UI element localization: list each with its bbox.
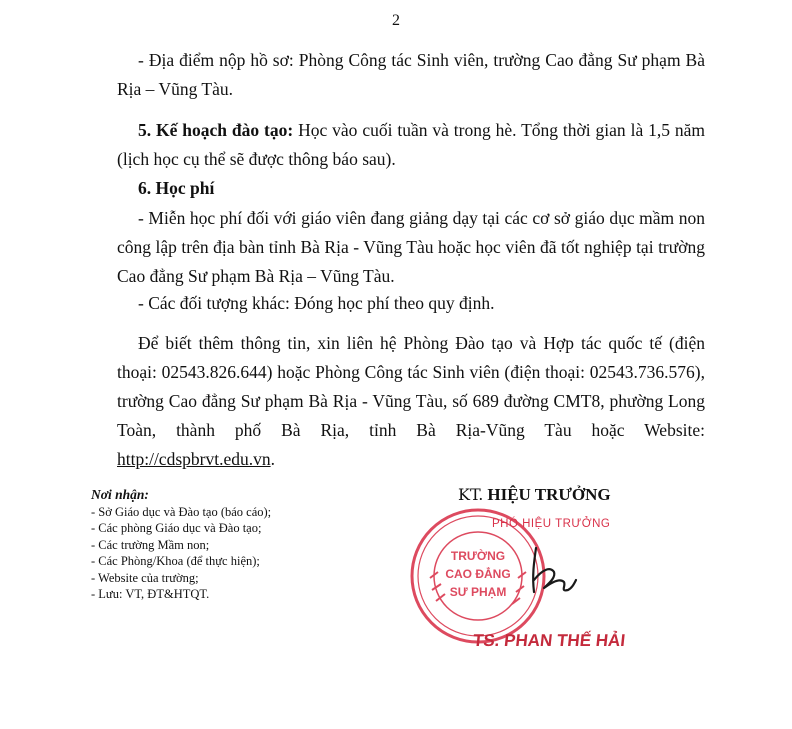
signer-title-text: HIỆU TRƯỞNG: [487, 485, 611, 504]
seal-line-1: TRƯỜNG: [450, 549, 506, 563]
location-text: - Địa điểm nộp hồ sơ: Phòng Công tác Sinh viên, trường Cao đẳng Sư phạm Bà Rịa – Vũng Tàu.: [117, 50, 705, 99]
deputy-title: PHÓ HIỆU TRƯỞNG: [492, 518, 611, 530]
seal-line-2: CAO ĐẲNG: [445, 567, 511, 581]
recipient-item: - Các phòng Giáo dục và Đào tạo;: [91, 521, 262, 535]
training-plan-text: Học vào cuối tuần và trong hè. Tổng thời gian là 1,5 năm (lịch học cụ thể sẽ được thông báo sau).: [117, 120, 706, 169]
recipient-item: - Website của trường;: [91, 570, 199, 585]
signer-initial: KT.: [458, 485, 484, 504]
website-link[interactable]: http://cdspbrvt.edu.vn: [117, 449, 271, 469]
recipient-item: - Sở Giáo dục và Đào tạo (báo cáo);: [91, 504, 272, 519]
contact-text: Để biết thêm thông tin, xin liên hệ Phòng Đào tạo và Hợp tác quốc tế (điện thoại: 02543.826.644) hoặc Phòng Công tác Sinh viên (điện thoại: 02543.736.576), trường Cao đẳng Sư phạm Bà Rịa - Vũng Tàu, số 689 đường CMT8, phường Long Toàn, thành phố Bà Rịa, tỉnh Bà Rịa-Vũng Tàu hoặc Website:: [117, 333, 705, 440]
recipients-title: Nơi nhận:: [91, 487, 149, 502]
signer-title: [458, 485, 611, 505]
tuition-section: [117, 174, 705, 203]
tuition-others-text: - Các đối tượng khác: Đóng học phí theo quy định.: [138, 293, 495, 313]
recipients-block: [91, 487, 271, 603]
recipients-list: [91, 504, 271, 603]
signer-name: TS. PHAN THẾ HẢI: [472, 631, 627, 650]
recipient-item: - Các Phòng/Khoa (để thực hiện);: [91, 554, 260, 568]
training-plan-section: [117, 116, 705, 174]
contact-end: .: [270, 449, 275, 469]
handwritten-signature: [520, 540, 580, 602]
recipient-item: - Lưu: VT, ĐT&HTQT.: [91, 587, 210, 601]
training-plan-heading: 5. Kế hoạch đào tạo:: [138, 120, 294, 140]
tuition-exemption: [117, 204, 705, 291]
submission-location: [117, 46, 705, 104]
recipient-item: - Các trường Mầm non;: [91, 537, 210, 552]
page-number: 2: [392, 12, 400, 29]
tuition-heading: 6. Học phí: [138, 178, 215, 198]
seal-line-3: SƯ PHẠM: [449, 585, 507, 599]
contact-info: [117, 329, 705, 474]
tuition-others: [117, 289, 705, 318]
tuition-exemption-text: - Miễn học phí đối với giáo viên đang giảng dạy tại các cơ sở giáo dục mầm non công lập trên địa bàn tỉnh Bà Rịa - Vũng Tàu hoặc học viên đã tốt nghiệp tại trường Cao đẳng Sư phạm Bà Rịa – Vũng Tàu.: [117, 208, 705, 286]
